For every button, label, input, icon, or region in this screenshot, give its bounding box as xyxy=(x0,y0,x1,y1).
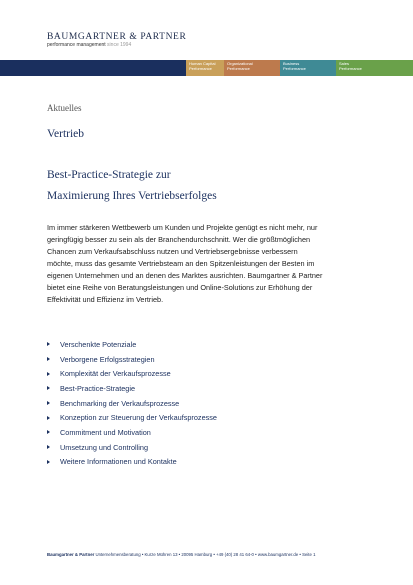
arrow-right-icon xyxy=(47,386,50,390)
body-line: eigenen Unternehmen und an denen des Marktes ausrichten. Baumgartner & Partner xyxy=(47,271,323,280)
navigation-bar xyxy=(0,60,413,76)
nav-item-business[interactable]: Business Performance xyxy=(280,60,336,76)
topic-link[interactable]: Benchmarking der Verkaufsprozesse xyxy=(60,398,180,408)
page-title: Vertrieb xyxy=(47,128,85,140)
article-heading xyxy=(47,165,217,207)
list-item[interactable] xyxy=(47,440,217,455)
logo-tagline-main: performance management xyxy=(47,42,106,48)
heading-line: Best-Practice-Strategie zur xyxy=(47,169,171,181)
list-item[interactable] xyxy=(47,425,217,440)
footer-company: Baumgartner & Partner xyxy=(47,552,95,557)
list-item[interactable] xyxy=(47,366,217,381)
arrow-right-icon xyxy=(47,430,50,434)
list-item[interactable] xyxy=(47,455,217,470)
topic-link[interactable]: Verborgene Erfolgsstrategien xyxy=(60,354,155,364)
footer-details: Unternehmensberatung • Kurze Mühren 13 • 20095 Hamburg • +49 (40) 28 41 64-0 • www.baumgartner.de • Seite 1 xyxy=(95,552,316,557)
body-line: geringfügig besser zu sein als der Branchendurchschnitt. Wer die größtmöglichen xyxy=(47,235,311,244)
body-line: möchte, muss das gesamte Vertriebsteam an den Spitzenleistungen der Besten im xyxy=(47,259,315,268)
topic-link-list xyxy=(47,337,217,469)
arrow-right-icon xyxy=(47,372,50,376)
topic-link[interactable]: Best-Practice-Strategie xyxy=(60,383,136,393)
topic-link[interactable]: Commitment und Motivation xyxy=(60,427,151,437)
body-line: bietet eine Reihe von Beratungsleistungen und Online-Solutions zur Erhöhung der xyxy=(47,283,313,292)
arrow-right-icon xyxy=(47,342,50,346)
topic-link[interactable]: Komplexität der Verkaufsprozesse xyxy=(60,369,171,379)
arrow-right-icon xyxy=(47,401,50,405)
nav-item-sales[interactable]: Sales Performance xyxy=(336,60,413,76)
topic-link[interactable]: Umsetzung und Controlling xyxy=(60,442,149,452)
body-line: Chancen zum Verkaufsabschluss nutzen und Vertriebsergebnisse verbessern xyxy=(47,247,298,256)
page-footer xyxy=(47,552,315,557)
company-logo[interactable] xyxy=(47,32,186,49)
navbar-base xyxy=(0,60,186,76)
nav-item-organizational[interactable]: Organizational Performance xyxy=(224,60,280,76)
logo-tagline xyxy=(47,42,186,49)
logo-name: BAUMGARTNER & PARTNER xyxy=(47,32,187,42)
list-item[interactable] xyxy=(47,352,217,367)
arrow-right-icon xyxy=(47,357,50,361)
heading-line: Maximierung Ihres Vertriebserfolges xyxy=(47,190,217,202)
logo-tagline-since: since 1994 xyxy=(107,42,132,48)
list-item[interactable] xyxy=(47,381,217,396)
topic-link[interactable]: Verschenkte Potenziale xyxy=(60,339,137,349)
body-line: Effektivität und Effizienz im Vertrieb. xyxy=(47,295,164,304)
nav-item-human-capital[interactable]: Human Capital Performance xyxy=(186,60,224,76)
arrow-right-icon xyxy=(47,416,50,420)
arrow-right-icon xyxy=(47,460,50,464)
topic-link[interactable]: Weitere Informationen und Kontakte xyxy=(60,457,177,467)
arrow-right-icon xyxy=(47,445,50,449)
section-label: Aktuelles xyxy=(47,103,82,113)
list-item[interactable] xyxy=(47,410,217,425)
topic-link[interactable]: Konzeption zur Steuerung der Verkaufsprozesse xyxy=(60,413,217,423)
article-body xyxy=(47,222,392,306)
body-line: Im immer stärkeren Wettbewerb um Kunden und Projekte genügt es nicht mehr, nur xyxy=(47,223,318,232)
list-item[interactable] xyxy=(47,337,217,352)
list-item[interactable] xyxy=(47,396,217,411)
